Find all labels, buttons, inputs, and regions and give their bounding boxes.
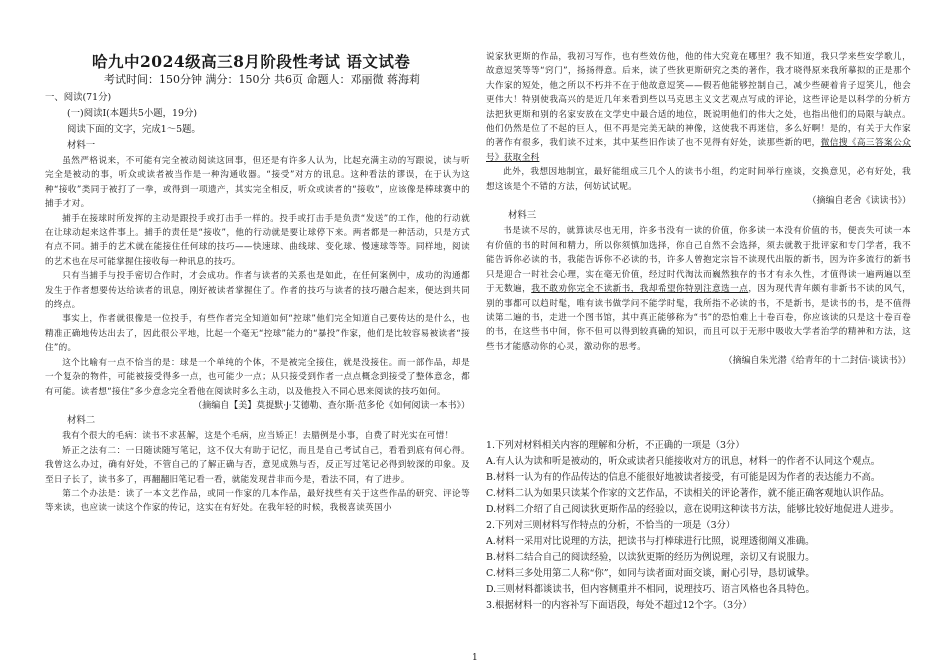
- page-number: 1: [472, 653, 478, 663]
- material-3-source: （摘编自朱光潜《给青年的十二封信·谈读书》）: [723, 356, 911, 367]
- question-1: 1.下列对材料相关内容的理解和分析，不正确的一项是（3分）: [486, 440, 745, 451]
- material-2-cont-text: 说家狄更斯的作品，我初习写作，也有些效仿他，他的伟大究竟在哪里？我不知道，我只学来些安学歌儿，故意逗笑等等“窍门”，扬扬得意。后来，读了些狄更斯研究之类的著作，我才晓得原来我所摹拟的正是那个大作家的短处，他之所以不朽并不在于他故意逗笑——假若他能够控制自己，减少些硬着肯子逗笑儿，他会更伟大！特别使我高兴的是近几年来看到些以马克思主义文艺观点写成的评论，这些评论是以科学的分析方法把狄更斯和别的名家安放在文学史中最合适的地位，既说明他们的伟大之处，也指出他们的局限与缺点。他们仍然是位了不起的巨人，但不再是完美无缺的神像，这使我不再迷信，多么好啊！是的，有关于大作家的著作有很多，我们读不过来，其中某些: [486, 52, 911, 149]
- q2-option-d: D.三则材料都谈读书，但内容侧重并不相同，说理技巧、语言风格也各具特色。: [486, 584, 815, 595]
- material-3-para: [486, 224, 911, 354]
- question-2: 2.下列对三则材料写作特点的分析，不恰当的一项是（3分）: [486, 520, 736, 531]
- material-1-para-1: 虽然严格说来，不可能有完全被动阅读这回事，但还是有许多人认为，比起充满主动的写跟说，读与听完全是被动的事，听众或读者被当作是一种沟通收器。“接受”对方的讯息。这种看法的谬误，在于认为这种“接收”类同于被打了一拳，或得到一项遗产，其实完全相反，听众或读者的“接收”，应该像是棒球赛中的捕手才对。: [45, 156, 470, 210]
- section-heading-block: [45, 90, 470, 154]
- material-2-para-1: 我有个很大的毛病：读书不求甚解，这是个毛病，应当矫正！去腊例是小事，自费了时光实在可惜！: [62, 431, 454, 442]
- sub-heading: (一)阅读I(本题共5小题，19分): [67, 108, 197, 119]
- wechat-watermark: 微信搜《高三答案公众号》获取全科: [486, 138, 912, 163]
- q1-option-c: C.材料二认为如果只读某个作家的文艺作品，不读相关的评论著作，就不能正确客观地认识作品。: [486, 488, 890, 499]
- material-3-text-2: ，因为现代青年颇有非新书不读的风气，别的事都可以趋时髦，唯有读书做学问不能学时髦，我所指不必读的书，不是新书，是读书的书，是不值得读第二遍的书，走进一个图书馆，其中真正能够称为“书”的恐怕难上十卷百卷，你应该读的只是这十卷百卷的书，在这些书中间，你不但可以得到较真确的知识，而且可以于无形中吸收大学者治学的精神和方法，这些书才能感动你的心灵，激动你的思考。: [486, 284, 911, 352]
- q2-option-c: C.材料三多处用第二人称“你”，如同与读者面对面交谈，耐心引导，恳切诚挚。: [486, 568, 815, 579]
- material-1-label: 材料一: [67, 140, 96, 151]
- material-1-source: （摘编自【美】莫提默·J·艾德勒、查尔斯·范多伦《如何阅读一本书》）: [193, 400, 470, 411]
- material-3-underlined: 我不敢劝你完全不读新书，我却希望你特别注意选一点: [531, 284, 749, 295]
- material-2-label: 材料二: [67, 415, 96, 427]
- material-3-text-1: 书是读不尽的，就算读尽也无用，许多书没有一读的价值，你多读一本没有价值的书，便丧失可读一本有价值的书的时间和精力，所以你须慎加选择，你自己自然不会选择，须去就教于批评家和专门学者，我不能告诉你必读的书，我能告诉你不必读的书，许多人曾抱定宗旨不读现代出版的新书，因为许多流行的新书只是迎合一时社会心理，实在毫无价值，经过时代淘汰而巍然独存的书才有永久性，才值得读一遍两遍以至于无数遍，: [486, 226, 911, 295]
- material-1-para-4: 事实上，作者就很像是一位投手，有些作者完全知道如何“控球”他们完全知道自己要传达的是什么，也精准正确地传达出去了，因此很公平地，比起一个毫无“控球”能力的“暴投”作家，他们是比较容易被读者“接住”的。: [45, 314, 470, 354]
- material-3-label: 材料三: [508, 210, 537, 222]
- material-2-cont-para: [486, 50, 911, 165]
- section-heading: 一、阅读(71分): [45, 92, 112, 103]
- material-2-para-3: 第二个办法是：读了一本文艺作品，或同一作家的几本作品，最好找些有关于这些作品的研究、评论等等来读，也应读一读这个作家的传记，这实在有好处。在我年轻的时候，我极喜读英国小: [45, 488, 470, 514]
- material-1-para-5: 这个比喻有一点不恰当的是：球是一个单纯的个体，不是被完全接住，就是没接住。而一部作品，却是一个复杂的物件，可能被接受得多一点，也可能少一点；从只接受到作者一点点概念到接受了整体意念，都有可能。读者想“接住”多少意念完全看他在阅读时多么主动，以及他投入不同心思来阅读的技巧如何。: [45, 357, 470, 397]
- q2-option-b: B.材料二结合自己的阅读经验，以读狄更斯的经历为例说理，亲切又有说服力。: [486, 552, 815, 563]
- material-2-para-2: 矫正之法有二：一曰随读随写笔记，这不仅大有助于记忆，而且是自己考试自己，看看到底有何心得。我曾这么办过，确有好处，不管自己的了解正确与否，意见成熟与否，反正写过笔记必得到较深的印象。及至日子长了，读书多了，再翻翻旧笔记看一看，就能发现昔非而今是，看法不同，有了进步。: [45, 445, 470, 485]
- material-2-last-para: 此外，我想因地制宜，最好能组成三几个人的读书小组，约定时间举行座谈，交换意见，必有好处，我想这该是个不错的方法，何妨试试呢。: [486, 167, 911, 192]
- material-2-source: （摘编自老舍《读读书》）: [807, 196, 911, 207]
- material-1-para-3: 只有当捕手与投手密切合作时，才会成功。作者与读者的关系也是如此，在任何案例中，成功的沟通都发生于作者想要传达给读者的讯息，刚好被读者掌握住了。作者的技巧与读者的技巧融合起来，便达到共同的终点。: [45, 271, 470, 311]
- q2-option-a: A.材料一采用对比说理的方法，把读书与打棒球进行比照，说理透彻阐义准确。: [486, 536, 815, 547]
- material-1-body: [45, 154, 470, 516]
- material-1-para-2: 捕手在接球时所发挥的主动是跟投手或打击手一样的。投手或打击手是负责“发送”的工作，他的行动就在让球动起来这件事上。捕手的责任是“接收”，他的行动就是要让球停下来。两者都是一种活动，只是方式有点不同。捕手的艺术就在能接住任何球的技巧——快速球、曲线球、变化球、慢速球等等。同样地，阅读的艺术也在尽可能掌握住接收每一种讯息的技巧。: [45, 213, 470, 267]
- q1-option-b: B.材料一认为有的作品传达的信息不能很好地被读者接受，有可能是因为作者的表达能力不高。: [486, 472, 881, 483]
- q1-option-d: D.材料二介绍了自己阅读狄更斯作品的经验以，意在说明这种读书方法，能够比较好地促进人进步。: [486, 504, 900, 515]
- material-2-cont-tail: 旧作读了也不见得有好处，读那些新的吧，: [648, 138, 821, 149]
- material-2-continued: [486, 50, 911, 369]
- exam-title: 哈九中2024级高三8月阶段性考试 语文试卷: [92, 52, 411, 71]
- instruction: 阅读下面的文字，完成1～5题。: [67, 124, 201, 135]
- exam-meta: 考试时间：150分钟 满分：150分 共6页 命题人：邓丽微 蒋海莉: [104, 73, 420, 86]
- q1-option-a: A.有人认为读和听是被动的，听众或读者只能接收对方的讯息，材料一的作者不认同这个观点。: [486, 456, 881, 467]
- question-3: 3.根据材料一的内容补写下面语段，每处不超过12个字。（3分）: [486, 600, 752, 611]
- questions-block: [486, 438, 911, 614]
